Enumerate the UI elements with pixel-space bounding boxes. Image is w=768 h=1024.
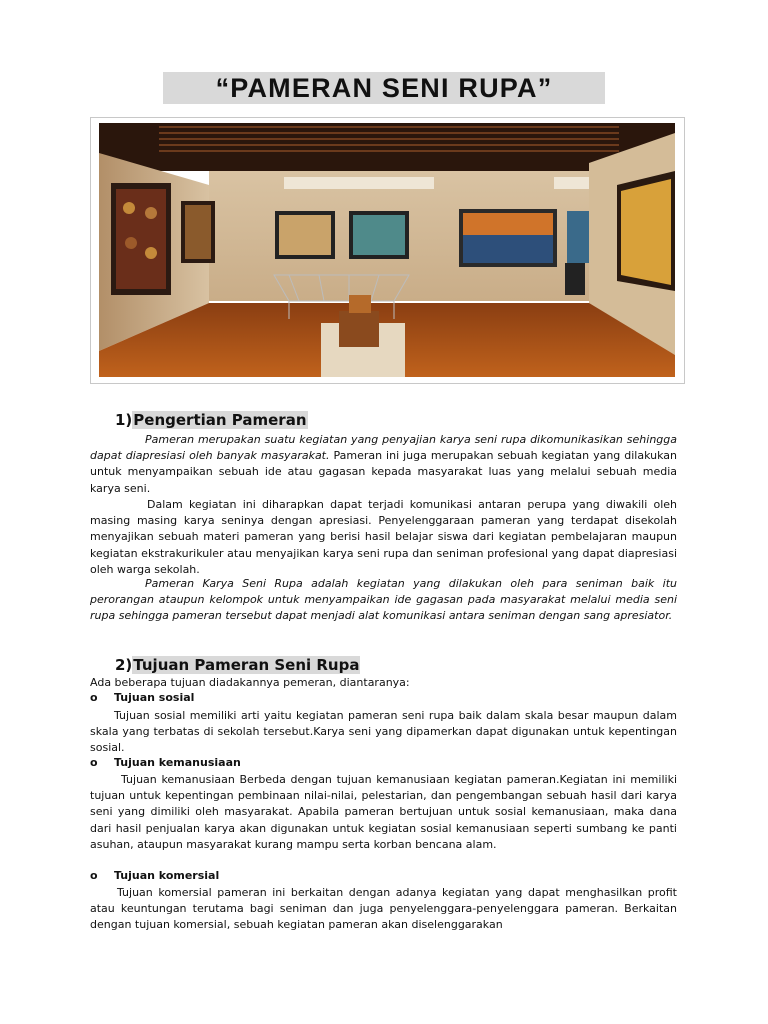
section-1-p1-italic: Pameran merupakan suatu kegiatan yang penyajian karya seni rupa dikomunikasikan sehingga dapat diapresiasi oleh banyak masyarakat. xyxy=(90,433,677,463)
section-2-number: 2) xyxy=(115,656,133,674)
list-item-text xyxy=(90,708,677,757)
list-item-text xyxy=(90,885,677,934)
list-item-label: Tujuan komersial xyxy=(114,869,220,882)
section-2-heading xyxy=(115,656,360,674)
list-item-label: Tujuan sosial xyxy=(114,691,195,704)
list-item-heading xyxy=(90,869,219,882)
section-2-title: Tujuan Pameran Seni Rupa xyxy=(133,656,360,674)
bullet-marker: o xyxy=(90,691,98,704)
list-item-body: Tujuan kemanusiaan Berbeda dengan tujuan kemanusiaan kegiatan pameran.Kegiatan ini memiliki tujuan untuk kepentingan pembinaan nilai-nilai, pelestarian, dan pengembangan sebuah hasil dari karya seni yang dimiliki oleh masyarakat. Apabila pameran bertujuan untuk sosial kemanusiaan, maka dana dari hasil penjualan karya akan digunakan untuk kegiatan sosial kemanusiaan seperti sumbang ke panti asuhan, ataupun masyarakat kurang mampu serta korban bencana alam. xyxy=(90,773,677,851)
gallery-interior-image xyxy=(99,123,675,377)
bullet-marker: o xyxy=(90,869,98,882)
section-2-intro: Ada beberapa tujuan diadakannya pemeran, diantaranya: xyxy=(90,676,410,689)
document-title: “PAMERAN SENI RUPA” xyxy=(163,72,605,104)
gallery-photo xyxy=(90,117,685,384)
section-1-heading xyxy=(115,411,308,429)
list-item-body: Tujuan komersial pameran ini berkaitan dengan adanya kegiatan yang dapat menghasilkan profit atau keuntungan terutama bagi seniman dan juga penyelenggara-penyelenggara pameran. Berkaitan dengan tujuan komersial, sebuah kegiatan pameran akan diselenggarakan xyxy=(90,886,677,932)
section-1-p1-rest: Pameran ini juga merupakan sebuah kegiatan yang dilakukan untuk menyampaikan sebuah ide atau gagasan kepada masyarakat luas yang melalui sebuah media karya seni. xyxy=(90,449,677,495)
section-1-number: 1) xyxy=(115,411,133,429)
section-1-paragraph-2 xyxy=(90,497,677,578)
list-item-label: Tujuan kemanusiaan xyxy=(114,756,241,769)
list-item-body: Tujuan sosial memiliki arti yaitu kegiatan pameran seni rupa baik dalam skala besar maupun dalam skala yang terbatas di sekolah tersebut.Karya seni yang dipamerkan dapat digunakan untuk kepentingan sosial. xyxy=(90,709,677,755)
bullet-marker: o xyxy=(90,756,98,769)
list-item-text xyxy=(90,772,677,853)
section-1-paragraph-3 xyxy=(90,576,677,625)
list-item-heading xyxy=(90,691,194,704)
section-1-paragraph-1 xyxy=(90,432,677,497)
list-item-heading xyxy=(90,756,241,769)
section-1-p3-text: Pameran Karya Seni Rupa adalah kegiatan yang dilakukan oleh para seniman baik itu perorangan ataupun kelompok untuk menyampaikan ide gagasan pada masyarakat melalui media seni rupa sehingga pameran tersebut dapat menjadi alat komunikasi antara seniman dengan sang apresiator. xyxy=(90,577,677,623)
section-1-title: Pengertian Pameran xyxy=(133,411,307,429)
section-1-p2-text: Dalam kegiatan ini diharapkan dapat terjadi komunikasi antaran perupa yang diwakili oleh masing masing karya seninya dengan apresiasi. Penyelenggaraan pameran yang terdapat disekolah menyajikan sebuah materi pameran yang berisi hasil belajar siswa dari kegiatan pembelajaran maupun kegiatan ekstrakurikuler atau menyajikan karya seni rupa dan seniman profesional yang dapat diapresiasi oleh warga sekolah. xyxy=(90,498,677,576)
